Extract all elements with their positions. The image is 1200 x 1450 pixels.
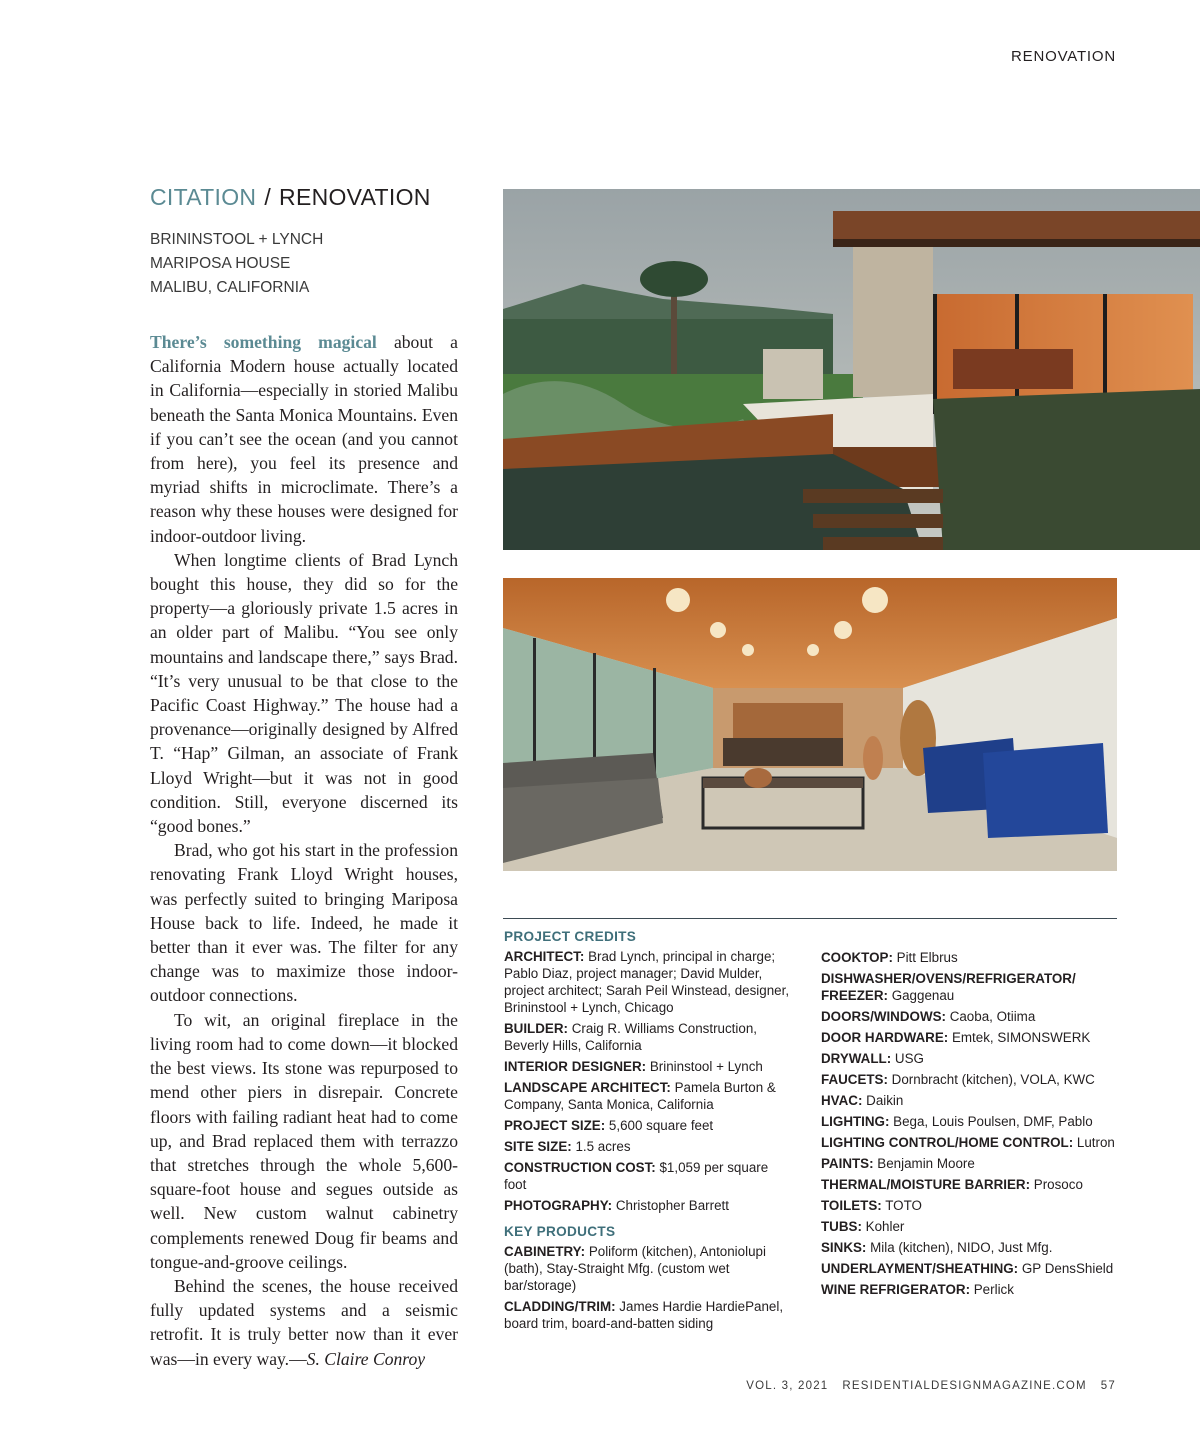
credit-label: WINE REFRIGERATOR:	[821, 1282, 971, 1297]
credit-entry	[504, 1058, 794, 1075]
article-body	[150, 330, 458, 1371]
credit-value: GP DensShield	[1018, 1261, 1114, 1276]
project-location: MALIBU, CALIFORNIA	[150, 279, 310, 296]
credit-label: SITE SIZE:	[504, 1139, 572, 1154]
credit-value: 1.5 acres	[571, 1139, 631, 1154]
credit-label: COOKTOP:	[821, 950, 893, 965]
credit-value: Brininstool + Lynch	[646, 1059, 763, 1074]
credit-label: UNDERLAYMENT/SHEATHING:	[821, 1261, 1019, 1276]
article-text: about a California Modern house actually located in California—especially in storied Malibu beneath the Santa Monica Mountains. Even if you can’t see the ocean (and you cannot from here), you feel its presence and myriad shifts in microclimate. There’s a reason why these houses were designed for indoor-outdoor living.	[150, 332, 458, 546]
key-products-heading: KEY PRODUCTS	[504, 1224, 616, 1239]
credit-value: Gaggenau	[887, 988, 955, 1003]
credit-label: BUILDER:	[504, 1021, 568, 1036]
key-products-list-continued	[821, 949, 1121, 1298]
credit-value: Dornbracht (kitchen), VOLA, KWC	[887, 1072, 1095, 1087]
credit-value: USG	[891, 1051, 924, 1066]
credit-value: Mila (kitchen), NIDO, Just Mfg.	[866, 1240, 1053, 1255]
page-number: 57	[1100, 1380, 1116, 1392]
credit-entry	[821, 949, 1121, 966]
credit-value: Emtek, SIMONSWERK	[948, 1030, 1091, 1045]
footer-volume: VOL. 3, 2021	[746, 1380, 829, 1392]
credit-label: ARCHITECT:	[504, 949, 585, 964]
credit-label: LANDSCAPE ARCHITECT:	[504, 1080, 671, 1095]
credit-label: LIGHTING:	[821, 1114, 890, 1129]
citation-title	[150, 184, 431, 211]
footer-website: RESIDENTIALDESIGNMAGAZINE.COM	[842, 1380, 1087, 1392]
credits-column-1	[504, 928, 794, 1336]
credit-value: Prosoco	[1030, 1177, 1083, 1192]
credit-entry	[821, 1239, 1121, 1256]
credit-label: HVAC:	[821, 1093, 863, 1108]
credits-divider	[503, 918, 1117, 919]
article-lead: There’s something magical	[150, 332, 377, 352]
credit-entry	[821, 1176, 1121, 1193]
key-products-list	[504, 1243, 794, 1332]
credit-entry	[821, 1113, 1121, 1130]
credit-entry	[504, 1159, 794, 1193]
project-credits-list	[504, 948, 794, 1214]
credit-value: TOTO	[881, 1198, 922, 1213]
credit-label: TOILETS:	[821, 1198, 882, 1213]
credit-value: $1,059 per square foot	[504, 1160, 769, 1192]
credit-label: PHOTOGRAPHY:	[504, 1198, 613, 1213]
article-text: Behind the scenes, the house received fully updated systems and a seismic retrofit. It is truly better now than it ever was—in every way.—	[150, 1275, 458, 1369]
credit-entry	[821, 1134, 1121, 1151]
exterior-photo	[503, 189, 1200, 550]
credit-value: Bega, Louis Poulsen, DMF, Pablo	[889, 1114, 1093, 1129]
page-footer	[746, 1380, 1116, 1392]
credit-label: FAUCETS:	[821, 1072, 888, 1087]
credit-entry	[504, 1138, 794, 1155]
article-paragraph: To wit, an original fireplace in the living room had to come down—it blocked the best views. Its stone was repurposed to mend other piers in disrepair. Concrete floors with failing radiant heat had to come up, and Brad replaced them with terrazzo that stretches through the whole 5,600-square-foot house and segues outside as well. New custom walnut cabinetry complements renewed Doug fir beams and tongue-and-groove ceilings.	[150, 1009, 458, 1272]
article-paragraph: Brad, who got his start in the profession renovating Frank Lloyd Wright houses, was perfectly suited to bringing Mariposa House back to life. Indeed, he made it better than it ever was. The filter for any change was to maximize those indoor-outdoor connections.	[150, 840, 458, 1006]
credit-entry	[504, 1079, 794, 1113]
project-firm: BRININSTOOL + LYNCH	[150, 231, 324, 248]
credit-label: PAINTS:	[821, 1156, 874, 1171]
credit-entry	[821, 1050, 1121, 1067]
credit-value: Caoba, Otiima	[945, 1009, 1036, 1024]
credit-entry	[821, 970, 1121, 1004]
citation-category: RENOVATION	[279, 184, 431, 210]
credit-label: LIGHTING CONTROL/HOME CONTROL:	[821, 1135, 1074, 1150]
credit-entry	[504, 1117, 794, 1134]
section-label: RENOVATION	[1011, 48, 1116, 65]
credit-label: INTERIOR DESIGNER:	[504, 1059, 647, 1074]
citation-award: CITATION	[150, 184, 257, 210]
credit-value: Perlick	[970, 1282, 1014, 1297]
credit-value: Brad Lynch, principal in charge; Pablo Diaz, project manager; David Mulder, project architect; Sarah Peil Winstead, designer, Brininstool + Lynch, Chicago	[504, 949, 790, 1015]
credit-value: Pamela Burton & Company, Santa Monica, California	[504, 1080, 776, 1112]
credit-value: Daikin	[862, 1093, 904, 1108]
credit-label: DISHWASHER/OVENS/REFRIGERATOR/ FREEZER:	[821, 971, 1076, 1003]
credit-entry	[504, 1298, 794, 1332]
credit-value: Craig R. Williams Construction, Beverly Hills, California	[504, 1021, 757, 1053]
credits-column-2	[821, 949, 1121, 1302]
credit-label: DOORS/WINDOWS:	[821, 1009, 946, 1024]
credit-label: PROJECT SIZE:	[504, 1118, 606, 1133]
credit-entry	[821, 1197, 1121, 1214]
credit-label: CABINETRY:	[504, 1244, 586, 1259]
article-byline: S. Claire Conroy	[306, 1348, 426, 1369]
credit-entry	[821, 1029, 1121, 1046]
credit-value: Lutron	[1073, 1135, 1115, 1150]
credit-label: CONSTRUCTION COST:	[504, 1160, 656, 1175]
credit-entry	[504, 948, 794, 1016]
credit-entry	[821, 1008, 1121, 1025]
citation-separator: /	[264, 184, 272, 210]
credit-entry	[504, 1243, 794, 1294]
credit-entry	[504, 1020, 794, 1054]
project-info	[150, 228, 323, 300]
credit-entry	[504, 1197, 794, 1214]
credit-entry	[821, 1281, 1121, 1298]
interior-photo	[503, 578, 1117, 871]
credit-label: TUBS:	[821, 1219, 862, 1234]
credit-entry	[821, 1218, 1121, 1235]
article-paragraph: When longtime clients of Brad Lynch bought this house, they did so for the property—a gloriously private 1.5 acres in an older part of Malibu. “You see only mountains and landscape there,” says Brad. “It’s very unusual to be that close to the Pacific Coast Highway.” The house had a provenance—originally designed by Alfred T. “Hap” Gilman, an associate of Frank Lloyd Wright—but it was not in good condition. Still, everyone discerned its “good bones.”	[150, 549, 458, 837]
credit-label: DOOR HARDWARE:	[821, 1030, 949, 1045]
credit-label: CLADDING/TRIM:	[504, 1299, 616, 1314]
credit-value: 5,600 square feet	[605, 1118, 714, 1133]
credit-entry	[821, 1260, 1121, 1277]
credit-value: Kohler	[861, 1219, 905, 1234]
credit-value: James Hardie HardiePanel, board trim, board-and-batten siding	[504, 1299, 784, 1331]
credit-entry	[821, 1092, 1121, 1109]
credit-label: THERMAL/MOISTURE BARRIER:	[821, 1177, 1031, 1192]
credit-value: Pitt Elbrus	[892, 950, 958, 965]
credit-value: Christopher Barrett	[612, 1198, 729, 1213]
project-name: MARIPOSA HOUSE	[150, 255, 291, 272]
article-paragraph	[150, 1274, 458, 1371]
credit-value: Poliform (kitchen), Antoniolupi (bath), Stay-Straight Mfg. (custom wet bar/storage)	[504, 1244, 766, 1293]
credit-label: DRYWALL:	[821, 1051, 892, 1066]
credit-entry	[821, 1155, 1121, 1172]
project-credits-heading: PROJECT CREDITS	[504, 929, 637, 944]
credit-value: Benjamin Moore	[873, 1156, 975, 1171]
credit-entry	[821, 1071, 1121, 1088]
credit-label: SINKS:	[821, 1240, 867, 1255]
article-paragraph	[150, 330, 458, 548]
